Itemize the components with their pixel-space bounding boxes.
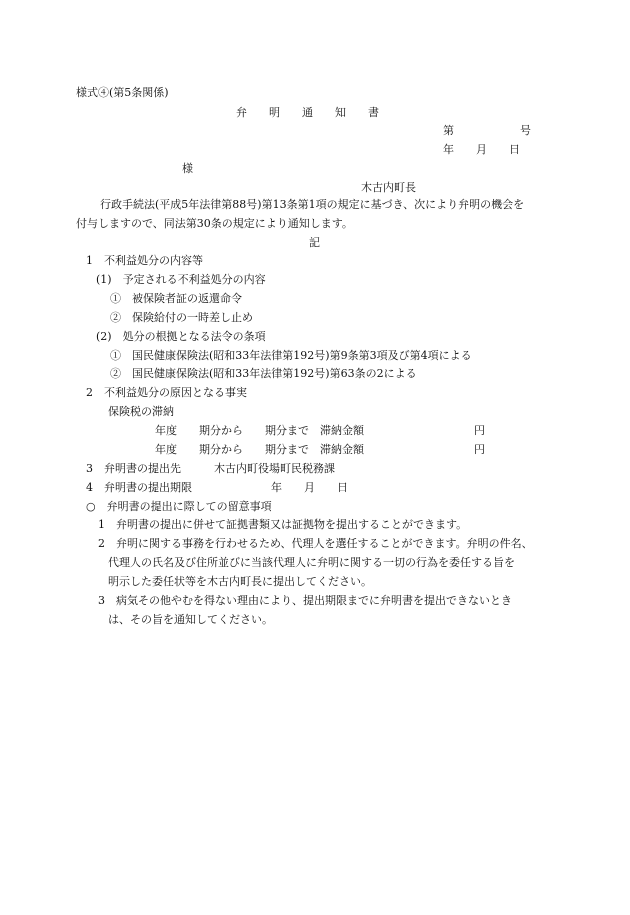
arrears-row: 年度 期分から 期分まで 滞納金額 (155, 424, 364, 437)
section3-label: 3 弁明書の提出先 (86, 462, 181, 475)
yen-label: 円 (474, 443, 485, 456)
section1-sub1: (1) 予定される不利益処分の内容 (96, 273, 266, 286)
section2-heading: 2 不利益処分の原因となる事実 (86, 386, 247, 399)
section3-value: 木古内町役場町民税務課 (214, 462, 335, 475)
section2-reason: 保険税の滞納 (108, 405, 174, 418)
note-2-line-1: 2 弁明に関する事務を行わせるため、代理人を選任することができます。弁明の件名、 (98, 537, 533, 550)
note-1: 1 弁明書の提出に併せて証拠書類又は証拠物を提出することができます。 (98, 518, 468, 531)
arrears-row: 年度 期分から 期分まで 滞納金額 (155, 443, 364, 456)
intro-line-2: 付与しますので、同法第30条の規定により通知します。 (76, 217, 353, 230)
number-line: 第 号 (443, 124, 531, 137)
list-item: ② 保険給付の一時差し止め (110, 311, 253, 324)
ki-label: 記 (309, 236, 320, 249)
notes-heading: ○ 弁明書の提出に際しての留意事項 (86, 500, 272, 513)
document-title: 弁 明 通 知 書 (236, 106, 379, 119)
date-line: 年 月 日 (443, 143, 520, 156)
list-item: ② 国民健康保険法(昭和33年法律第192号)第63条の2による (110, 367, 417, 380)
list-item: ① 被保険者証の返還命令 (110, 292, 242, 305)
issuer: 木古内町長 (361, 181, 416, 194)
yen-label: 円 (474, 424, 485, 437)
form-label: 様式④(第5条関係) (76, 86, 169, 99)
note-2-line-3: 明示した委任状等を木古内町長に提出してください。 (108, 575, 372, 588)
addressee: 様 (182, 162, 193, 175)
intro-line-1: 行政手続法(平成5年法律第88号)第13条第1項の規定に基づき、次により弁明の機会を (100, 198, 525, 211)
note-3-line-2: は、その旨を通知してください。 (108, 613, 273, 626)
section4-value: 年 月 日 (271, 481, 348, 494)
section1-heading: 1 不利益処分の内容等 (86, 254, 203, 267)
note-2-line-2: 代理人の氏名及び住所並びに当該代理人に弁明に関する一切の行為を委任する旨を (108, 556, 515, 569)
note-3-line-1: 3 病気その他やむを得ない理由により、提出期限までに弁明書を提出できないとき (98, 594, 512, 607)
list-item: ① 国民健康保険法(昭和33年法律第192号)第9条第3項及び第4項による (110, 349, 472, 362)
section4-label: 4 弁明書の提出期限 (86, 481, 192, 494)
section1-sub2: (2) 処分の根拠となる法令の条項 (96, 330, 266, 343)
